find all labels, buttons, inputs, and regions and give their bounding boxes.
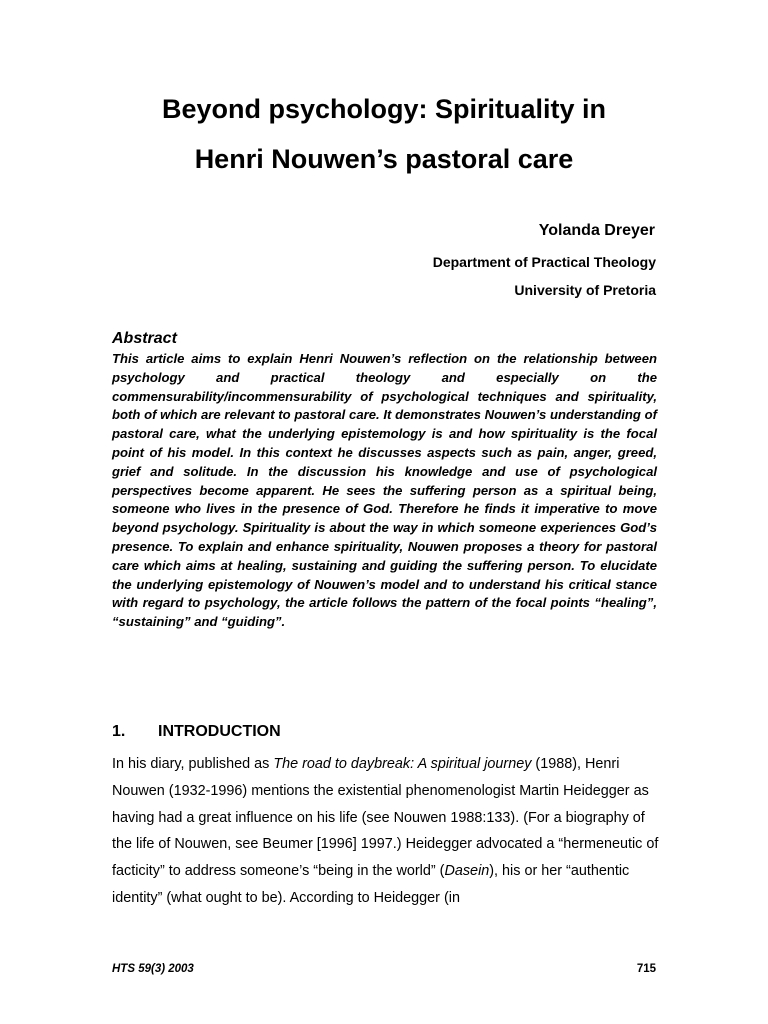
intro-book-title: The road to daybreak: A spiritual journey (273, 756, 532, 772)
section-heading-introduction (112, 723, 281, 741)
intro-text-part-3: ), his or her “authentic identity” (what ought to be). According to Heidegger (in (112, 863, 630, 906)
abstract-heading: Abstract (112, 330, 177, 347)
section-title: INTRODUCTION (158, 723, 281, 740)
section-number: 1. (112, 723, 126, 740)
intro-term-dasein: Dasein (444, 863, 490, 880)
intro-text-part-2: (1988), Henri Nouwen (1932-1996) mentions the existential phenomenologist Martin Heidegger as having had a great influence on his life (see Nouwen 1988:133). (For a biography of the life of Nouwen, see Beumer [1996] 1997.) Heidegger advocated a “hermeneutic of facticity” to address someone’s “being in the world” ( (112, 756, 659, 880)
abstract-text: This article aims to explain Henri Nouwen’s reflection on the relationship between psychology and practical theology and especially on the commensurability/incommensurability of psychological techniques and spirituality, both of which are relevant to pastoral care. It demonstrates Nouwen’s understanding of pastoral care, what the underlying epistemology is and how spirituality is the focal point of his model. In this context he discusses aspects such as pain, anger, greed, grief and solitude. In the discussion his knowledge and use of psychological perspectives become apparent. He sees the suffering person as a spiritual being, someone who lives in the presence of God. Therefore he finds it imperative to move beyond psychology. Spirituality is about the way in which someone experiences God’s presence. To explain and enhance spirituality, Nouwen proposes a theory for pastoral care which aims at healing, sustaining and guiding the suffering person. To elucidate the underlying epistemology of Nouwen’s model and to understand his critical stance with regard to psychology, the article follows the pattern of the focal points “healing”, “sustaining” and “guiding”. (112, 351, 657, 630)
author-name: Yolanda Dreyer (538, 222, 655, 239)
footer-journal-citation: HTS 59(3) 2003 (112, 963, 194, 975)
author-department: Department of Practical Theology (432, 254, 656, 270)
author-university: University of Pretoria (514, 282, 656, 298)
intro-text-part-1: In his diary, published as (112, 756, 274, 772)
introduction-paragraph (112, 751, 660, 912)
paper-title-line-1: Beyond psychology: Spirituality in (161, 94, 607, 124)
footer-page-number: 715 (636, 963, 656, 975)
paper-title-line-2: Henri Nouwen’s pastoral care (194, 144, 574, 174)
